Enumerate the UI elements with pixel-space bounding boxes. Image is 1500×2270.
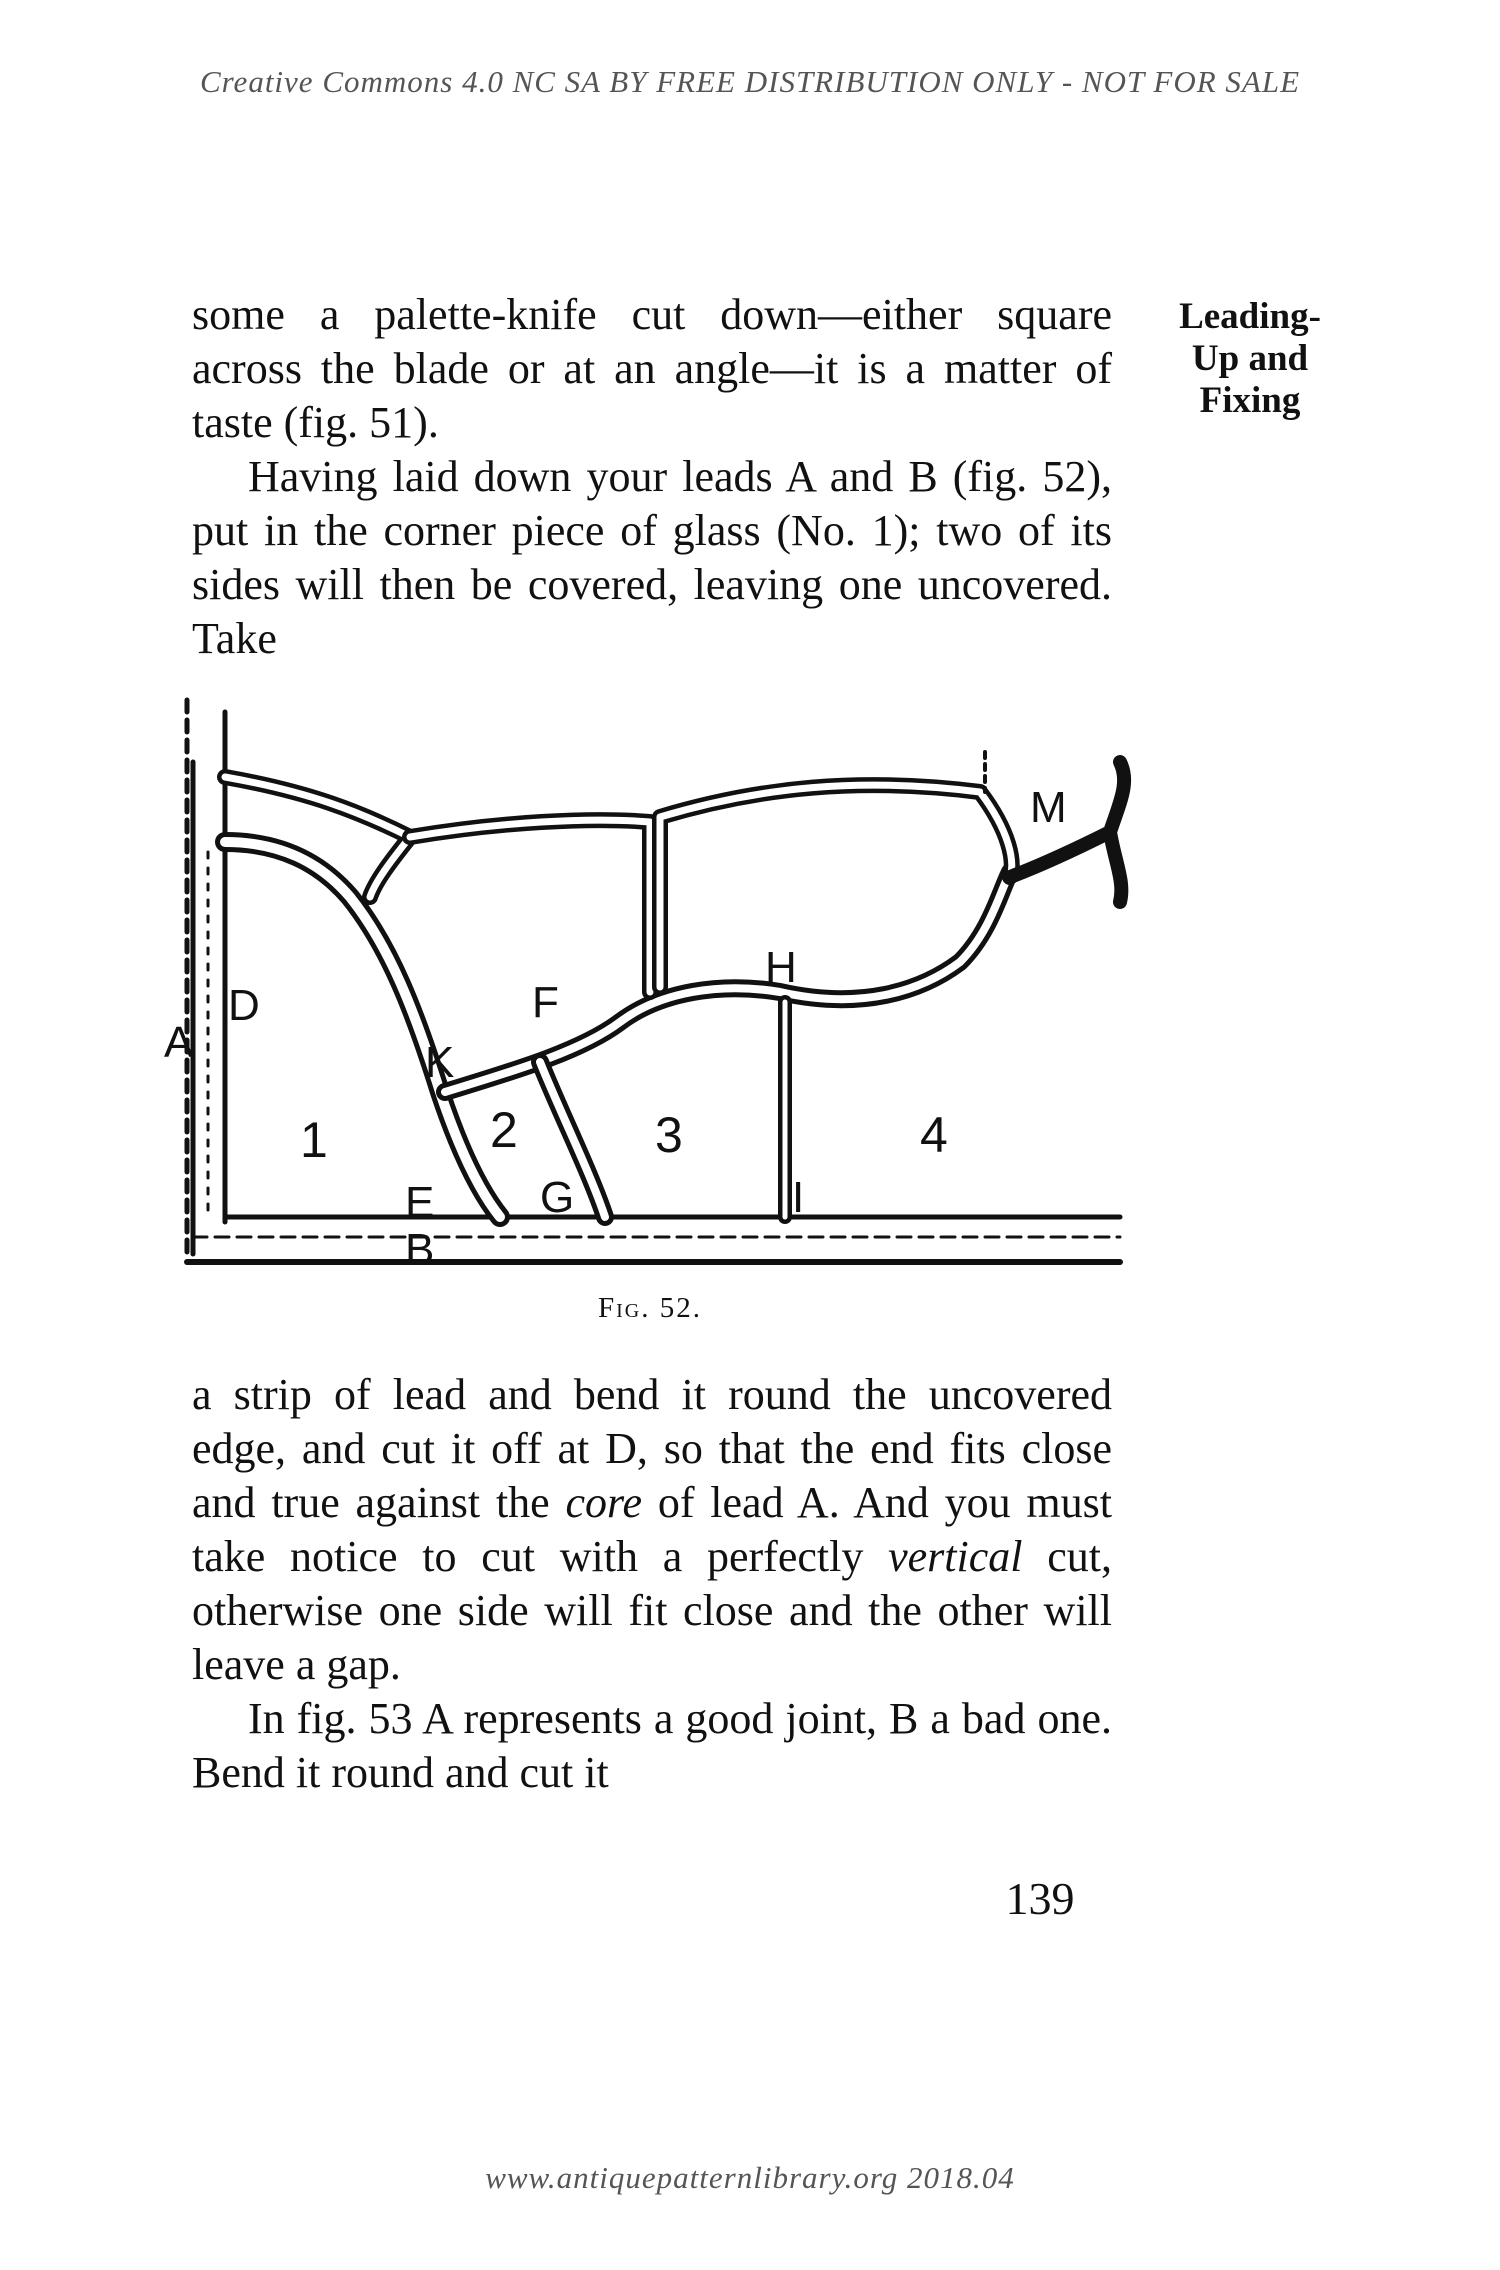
figure-caption: Fig. 52. [598,1292,702,1324]
label-f: F [532,978,559,1027]
paragraph-strip-of-lead [192,1368,1112,1692]
text-run: cut, otherwise one side will fit close and the other will leave a gap. [192,1532,1112,1689]
piece-2-number: 2 [490,1102,518,1158]
license-notice: Creative Commons 4.0 NC SA BY FREE DISTRIBUTION ONLY - NOT FOR SALE [199,64,1301,99]
label-k: K [425,1038,455,1087]
body-text-bottom [192,1368,1112,1800]
piece-1-number: 1 [300,1112,328,1168]
text-run: of lead A. And you must take notice to cut with a perfectly [192,1478,1112,1581]
italic-core: core [565,1478,643,1527]
label-d: D [228,981,260,1030]
piece-4-number: 4 [920,1107,948,1163]
label-a: A [164,1018,194,1067]
paragraph-fig-53: In fig. 53 A represents a good joint, B a bad one. Bend it round and cut it [192,1694,1112,1797]
lead-m [1010,762,1124,902]
label-e: E [405,1178,435,1227]
paragraph-having-laid: Having laid down your leads A and B (fig. 52), put in the corner piece of glass (No. 1); two of its sides will then be covered, leaving one uncovered. Take [192,452,1112,663]
label-i: I [792,1173,805,1222]
lead-top-middle [410,820,650,992]
label-g: G [540,1173,575,1222]
page-number: 139 [1005,1873,1075,1924]
piece-3-number: 3 [655,1107,683,1163]
italic-vertical: vertical [888,1532,1023,1581]
margin-note [1160,296,1340,422]
leading-diagram [160,692,1140,1292]
lead-top-middle-core [410,820,650,992]
text-run: a strip of lead and bend it round the uncovered edge, and cut it off at D, so that the end fits close and true against the [192,1370,1112,1527]
margin-note-line-3: Fixing [1199,380,1301,421]
figure-52 [160,692,1140,1332]
label-m: M [1030,783,1067,832]
label-b: B [405,1225,435,1274]
label-h: H [765,943,797,992]
body-text-top [192,288,1112,666]
margin-note-line-1: Leading- [1179,296,1321,337]
margin-note-line-2: Up and [1191,338,1309,379]
paragraph-continuation: some a palette-knife cut down—either square across the blade or at an angle—it is a matter of taste (fig. 51). [192,290,1112,447]
footer-url: www.antiquepatternlibrary.org 2018.04 [485,2160,1015,2195]
